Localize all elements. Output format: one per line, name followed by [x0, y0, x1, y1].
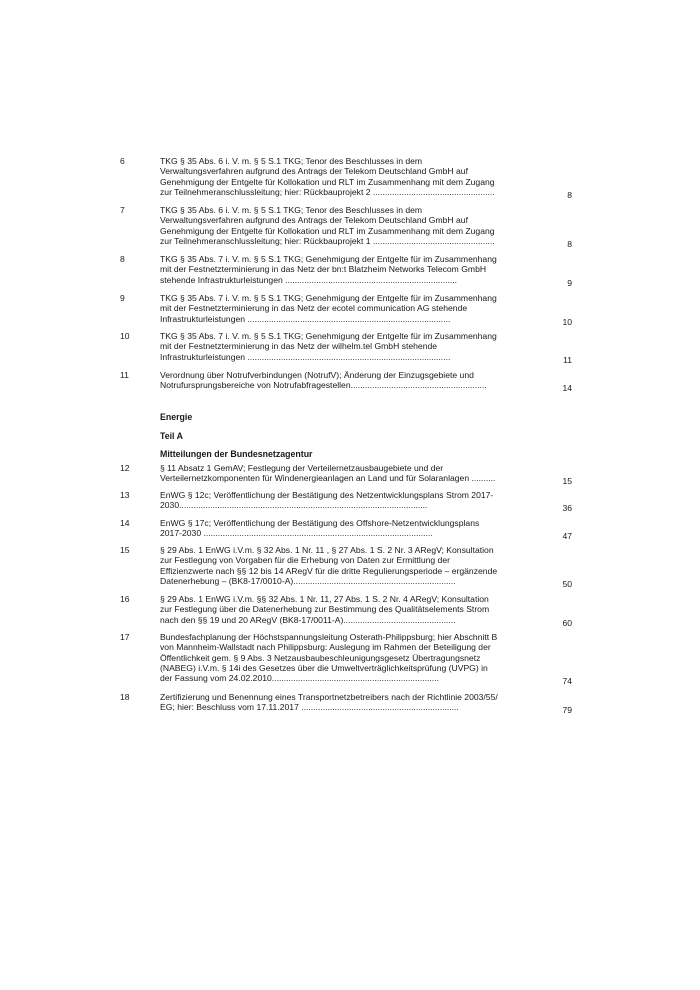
- toc-entry-page: 9: [567, 277, 572, 288]
- toc-entry-title: [160, 692, 538, 713]
- toc-entry-page: 50: [562, 578, 572, 589]
- toc-entry-line: zur Teilnehmeranschlussleitung; hier: Rückbauprojekt 1 ...................................................: [160, 235, 495, 246]
- toc-entry-line: von Mannheim-Wallstadt nach Philippsburg: Auslegung im Rahmen der Beteiligung der: [160, 642, 491, 653]
- toc-entry-title: [160, 463, 538, 484]
- toc-entry-line: Zertifizierung und Benennung eines Transportnetzbetreibers nach der Richtlinie 2003/55/: [160, 692, 498, 702]
- section-title: Energie: [160, 412, 193, 422]
- toc-entry-number: 9: [120, 293, 125, 303]
- toc-entry-line: Notrufursprungsbereiche von Notrufabfragestellen.........................................................: [160, 380, 487, 391]
- toc-entry-page: 15: [562, 476, 572, 487]
- toc-entry-line: § 29 Abs. 1 EnWG i.V.m. §§ 32 Abs. 1 Nr. 11, 27 Abs. 1 S. 2 Nr. 4 ARegV; Konsultation: [160, 594, 489, 604]
- toc-entry-title: [160, 205, 538, 246]
- toc-entry-line: § 29 Abs. 1 EnWG i.V.m. § 32 Abs. 1 Nr. 11 , § 27 Abs. 1 S. 2 Nr. 3 ARegV; Konsultation: [160, 545, 494, 555]
- toc-entry-title: [160, 156, 538, 197]
- toc-entry-title: [160, 370, 538, 391]
- toc-entry-line: TKG § 35 Abs. 7 i. V. m. § 5 S.1 TKG; Genehmigung der Entgelte für im Zusammenhang: [160, 293, 497, 303]
- toc-entry-line: EnWG § 12c; Veröffentlichung der Bestätigung des Netzentwicklungsplans Strom 2017-: [160, 490, 494, 500]
- toc-entry-line: Effizienzwerte nach §§ 12 bis 14 ARegV für die dritte Regulierungsperiode – ergänzende: [160, 565, 498, 576]
- toc-entry-number: 12: [120, 463, 130, 473]
- toc-entry-number: 8: [120, 254, 125, 264]
- toc-entry-line: der Fassung vom 24.02.2010......................................................................: [160, 673, 439, 684]
- toc-entry-line: mit der Festnetzterminierung in das Netz der wilhelm.tel GmbH stehende: [160, 341, 438, 352]
- toc-entry-line: zur Teilnehmeranschlussleitung; hier: Rückbauprojekt 2 ...................................................: [160, 186, 495, 197]
- toc-entry-line: Verwaltungsverfahren aufgrund des Antrags der Telekom Deutschland GmbH auf: [160, 166, 468, 177]
- section-subtitle: Mitteilungen der Bundesnetzagentur: [160, 449, 313, 459]
- toc-entry-line: Genehmigung der Entgelte für Kollokation und RLT im Zusammenhang mit dem Zugang: [160, 176, 495, 187]
- toc-entry-page: 8: [567, 189, 572, 200]
- toc-entry-line: EG; hier: Beschluss vom 17.11.2017 ..................................................................: [160, 702, 459, 713]
- toc-entry-number: 13: [120, 490, 130, 500]
- toc-entry-line: 2017-2030 ................................................................................................: [160, 528, 433, 539]
- toc-entry-page: 8: [567, 238, 572, 249]
- toc-entry-number: 18: [120, 692, 130, 702]
- toc-entry-line: mit der Festnetzterminierung in das Netz der bn:t Blatzheim Networks Telecom GmbH: [160, 264, 487, 275]
- toc-entry-line: Infrastrukturleistungen .....................................................................................: [160, 313, 451, 324]
- toc-entry-line: TKG § 35 Abs. 7 i. V. m. § 5 S.1 TKG; Genehmigung der Entgelte für im Zusammenhang: [160, 254, 497, 264]
- toc-entry-title: [160, 331, 538, 362]
- toc-entry-line: Öffentlichkeit gem. § 9 Abs. 3 Netzausbaubeschleunigungsgesetz Übertragungsnetz: [160, 652, 481, 663]
- toc-entry-page: 74: [562, 676, 572, 687]
- toc-entry-line: 2030........................................................................................................: [160, 500, 428, 511]
- toc-entry-line: EnWG § 17c; Veröffentlichung der Bestätigung des Offshore-Netzentwicklungsplans: [160, 518, 480, 528]
- toc-entry-title: [160, 545, 538, 586]
- toc-entry-line: zur Festlegung von Vorgaben für die Erhebung von Daten zur Ermittlung der: [160, 555, 450, 566]
- toc-entry-page: 36: [562, 503, 572, 514]
- toc-entry-title: [160, 594, 538, 625]
- toc-entry-number: 10: [120, 331, 130, 341]
- toc-entry-line: Verwaltungsverfahren aufgrund des Antrags der Telekom Deutschland GmbH auf: [160, 215, 468, 226]
- toc-entry-line: Genehmigung der Entgelte für Kollokation und RLT im Zusammenhang mit dem Zugang: [160, 225, 495, 236]
- toc-entry-number: 6: [120, 156, 125, 166]
- toc-entry-line: Verteilernetzkomponenten für Windenergieanlagen an Land und für Solaranlagen ..........: [160, 473, 496, 484]
- toc-entry-page: 79: [562, 705, 572, 716]
- toc-entry-number: 15: [120, 545, 130, 555]
- toc-entry-line: stehende Infrastrukturleistungen ........................................................................: [160, 274, 458, 285]
- toc-entry-number: 11: [120, 370, 129, 380]
- toc-entry-line: Bundesfachplanung der Höchstspannungsleitung Osterath-Philippsburg; hier Abschnitt B: [160, 632, 498, 642]
- toc-entry-page: 11: [563, 354, 572, 365]
- section-part: Teil A: [160, 431, 183, 441]
- toc-entry-number: 16: [120, 594, 130, 604]
- toc-entry-line: TKG § 35 Abs. 7 i. V. m. § 5 S.1 TKG; Genehmigung der Entgelte für im Zusammenhang: [160, 331, 497, 341]
- toc-entry-line: Datenerhebung – (BK8-17/0010-A)....................................................................: [160, 575, 456, 586]
- toc-entry-page: 47: [562, 531, 572, 542]
- toc-entry-page: 14: [562, 383, 572, 394]
- toc-entry-page: 60: [562, 617, 572, 628]
- toc-entry-number: 14: [120, 518, 130, 528]
- toc-entry-line: (NABEG) i.V.m. § 14i des Gesetzes über die Umweltverträglichkeitsprüfung (UVPG) in: [160, 662, 488, 673]
- toc-entry-line: TKG § 35 Abs. 6 i. V. m. § 5 S.1 TKG; Tenor des Beschlusses in dem: [160, 205, 423, 215]
- toc-entry-title: [160, 518, 538, 539]
- toc-entry-title: [160, 254, 538, 285]
- toc-entry-line: nach den §§ 19 und 20 ARegV (BK8-17/0011-A)...............................................: [160, 614, 456, 625]
- toc-entry-line: TKG § 35 Abs. 6 i. V. m. § 5 S.1 TKG; Tenor des Beschlusses in dem: [160, 156, 423, 166]
- toc-entry-page: 10: [562, 316, 572, 327]
- toc-entry-title: [160, 632, 538, 683]
- toc-entry-line: mit der Festnetzterminierung in das Netz der ecotel communication AG stehende: [160, 303, 468, 314]
- toc-entry-line: Verordnung über Notrufverbindungen (NotrufV); Änderung der Einzugsgebiete und: [160, 370, 474, 380]
- toc-entry-line: § 11 Absatz 1 GemAV; Festlegung der Verteilernetzausbaugebiete und der: [160, 463, 444, 473]
- toc-entry-number: 7: [120, 205, 125, 215]
- toc-entry-title: [160, 293, 538, 324]
- toc-entry-line: Infrastrukturleistungen .....................................................................................: [160, 351, 451, 362]
- toc-entry-line: zur Festlegung über die Datenerhebung zur Bestimmung des Qualitätselements Strom: [160, 604, 490, 615]
- toc-entry-title: [160, 490, 538, 511]
- toc-entry-number: 17: [120, 632, 130, 642]
